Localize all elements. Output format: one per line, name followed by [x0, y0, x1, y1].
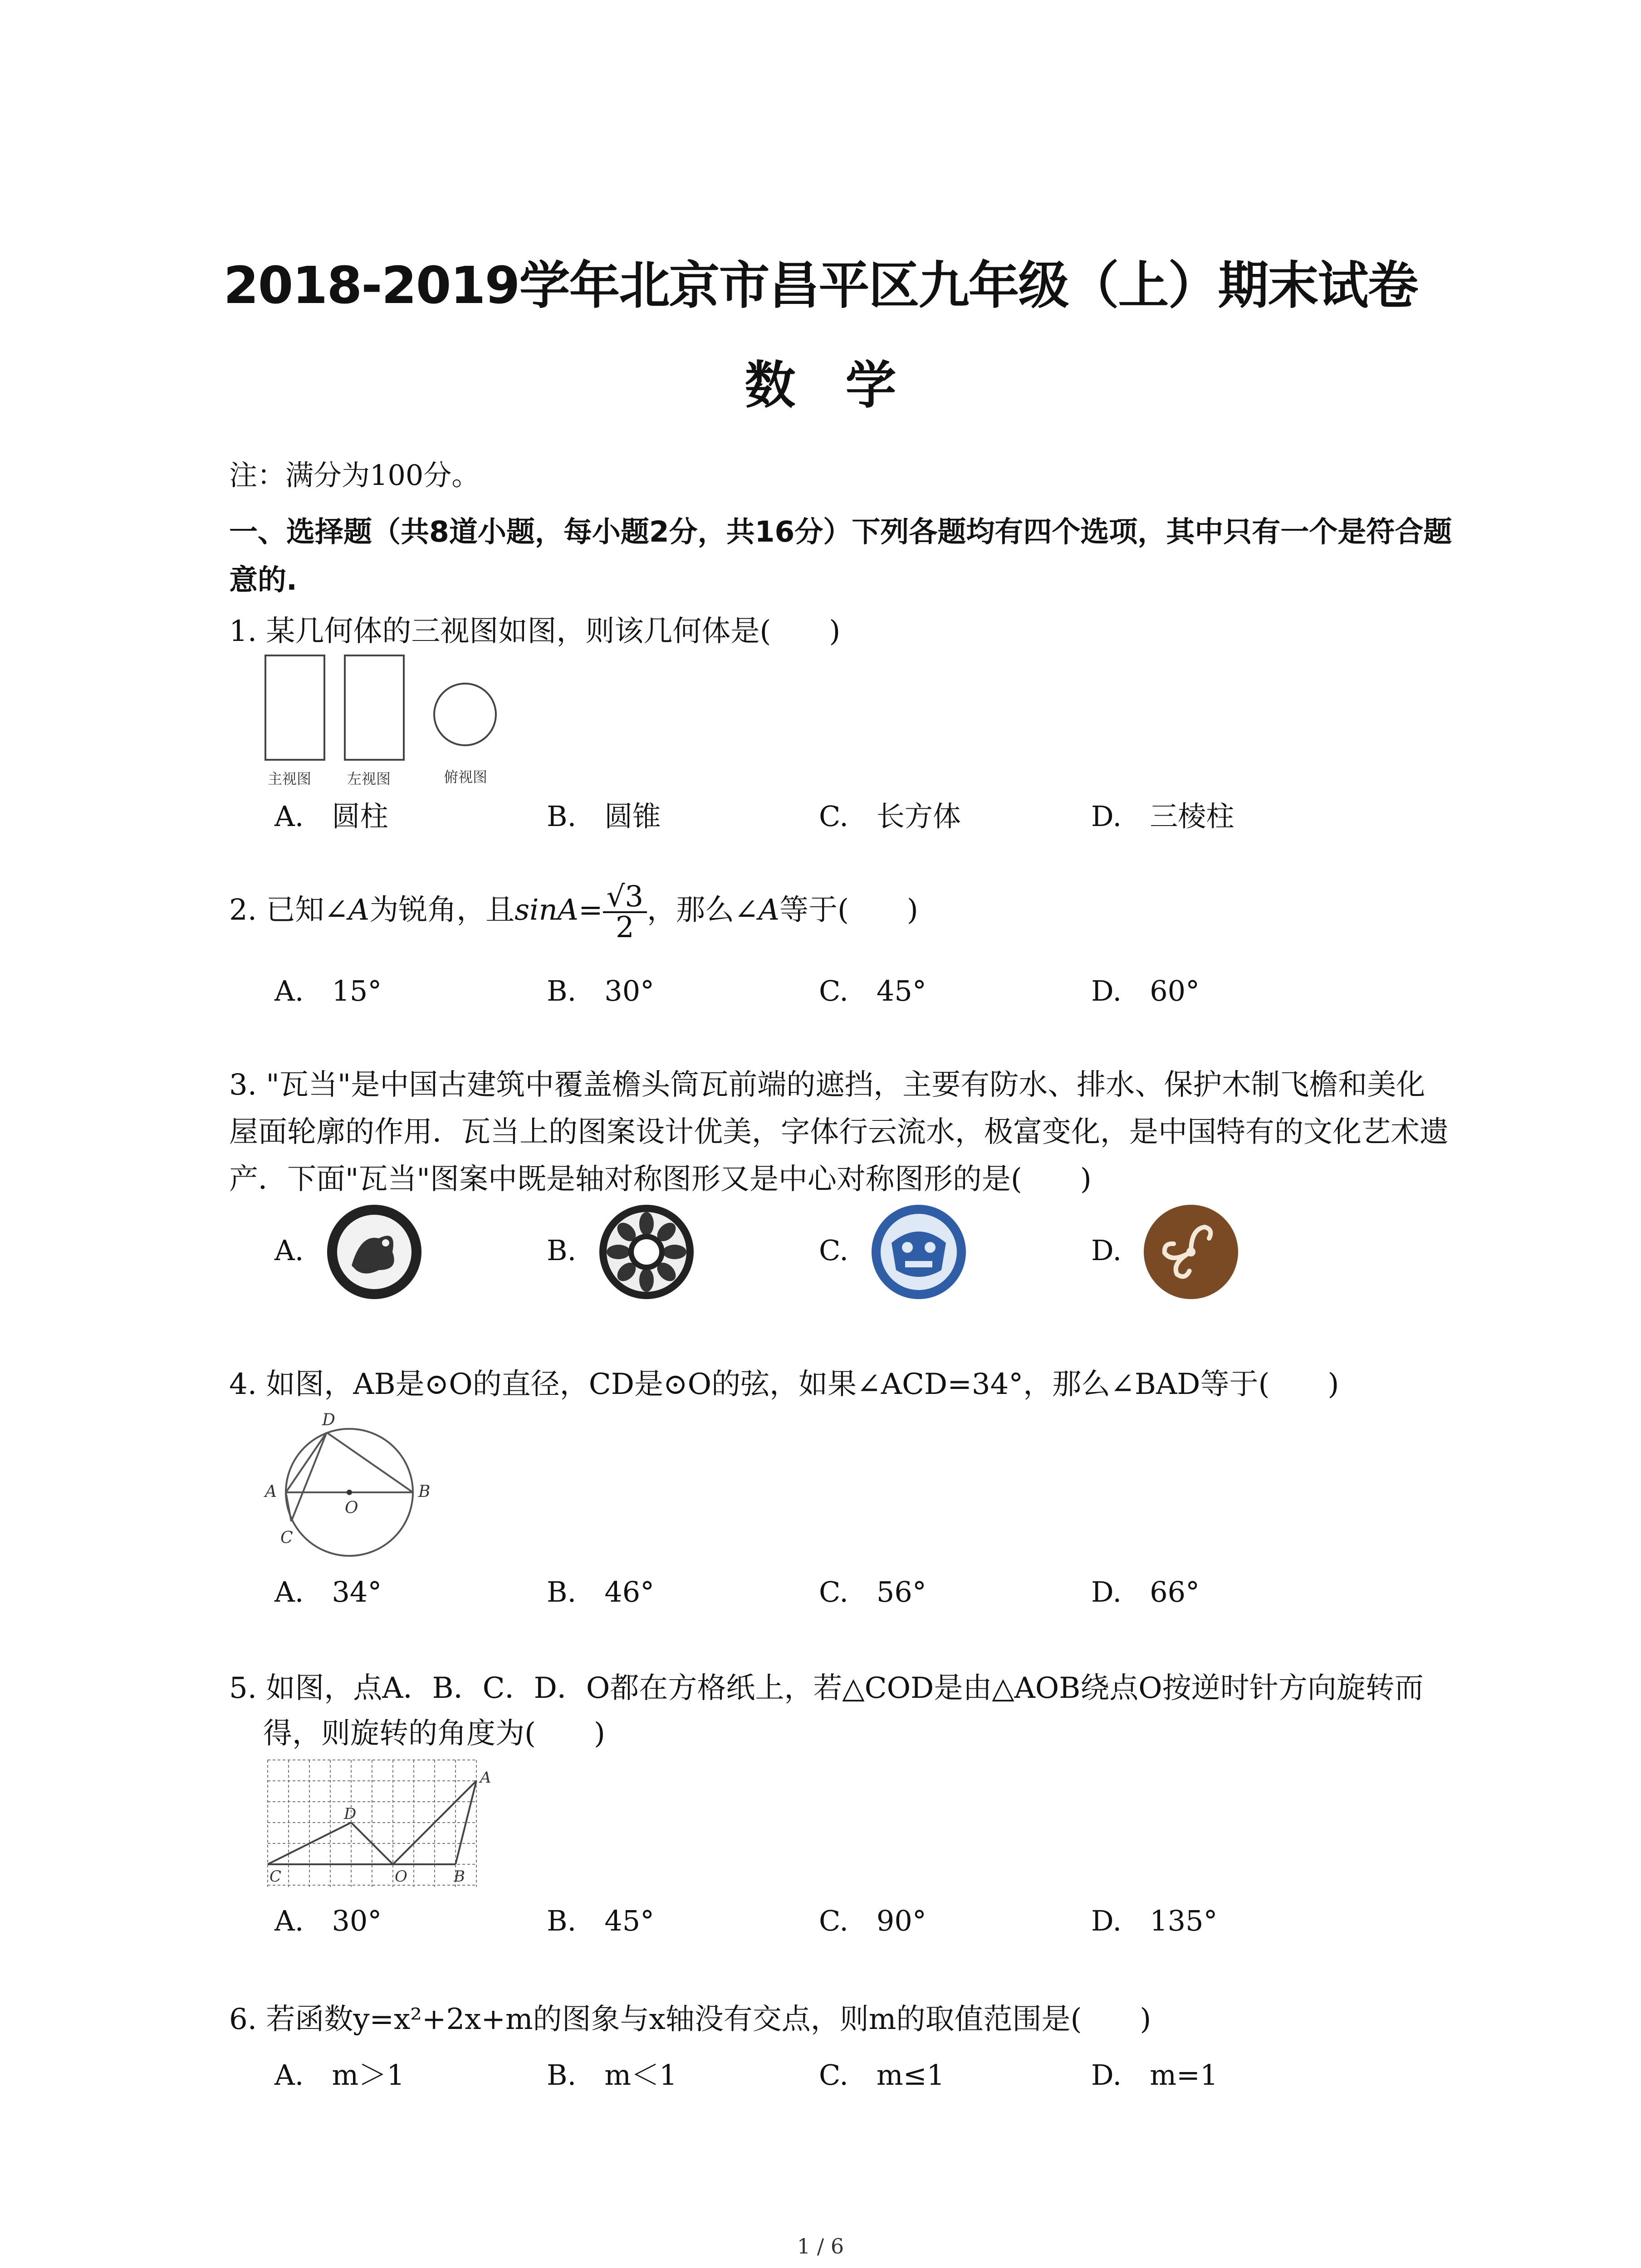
- q3-tile-c-image: [869, 1202, 969, 1302]
- q4-option-b[interactable]: B. 46°: [547, 1575, 655, 1608]
- q2-equals: =: [578, 893, 603, 927]
- q4-label-d: D: [322, 1411, 335, 1429]
- q5-option-b[interactable]: B. 45°: [547, 1904, 655, 1937]
- q1-option-a[interactable]: A. 圆柱: [274, 800, 388, 833]
- q2-text-post2: 等于( ): [779, 893, 918, 927]
- question-4-stem: 4. 如图，AB是⊙O的直径，CD是⊙O的弦，如果∠ACD=34°，那么∠BAD等于( ): [229, 1368, 1339, 1401]
- q2-text-post1: ，那么∠: [647, 893, 759, 927]
- q4-label-a: A: [265, 1482, 277, 1501]
- q6-option-b[interactable]: B. m＜1: [547, 2058, 677, 2092]
- q2-var-a2: A: [758, 893, 779, 927]
- q6-option-c[interactable]: C. m≤1: [819, 2058, 945, 2092]
- q3-option-c[interactable]: C.: [819, 1234, 848, 1267]
- q3-option-d[interactable]: D.: [1091, 1234, 1122, 1267]
- q1-option-d[interactable]: D. 三棱柱: [1091, 800, 1234, 833]
- question-1-stem: 1. 某几何体的三视图如图，则该几何体是( ): [229, 615, 841, 648]
- q2-option-a[interactable]: A. 15°: [274, 974, 382, 1007]
- question-6-stem: 6. 若函数y=x²+2x+m的图象与x轴没有交点，则m的取值范围是( ): [229, 2003, 1151, 2036]
- q4-label-o: O: [345, 1499, 358, 1517]
- q4-label-c: C: [280, 1529, 293, 1547]
- q2-fraction: [603, 882, 647, 942]
- q5-label-c: C: [269, 1867, 282, 1886]
- q2-option-d[interactable]: D. 60°: [1091, 974, 1200, 1007]
- q5-label-d: D: [344, 1805, 357, 1823]
- q2-text-pre: 2. 已知∠: [229, 893, 349, 927]
- q5-option-d[interactable]: D. 135°: [1091, 1904, 1218, 1937]
- q5-grid-figure: [263, 1755, 508, 1892]
- q2-var-a: A: [348, 893, 370, 927]
- subject-title: 数学: [745, 356, 946, 415]
- q5-option-c[interactable]: C. 90°: [819, 1904, 926, 1937]
- page-title: 2018-2019学年北京市昌平区九年级（上）期末试卷: [223, 256, 1418, 315]
- question-2-stem: [229, 882, 918, 942]
- q2-text-mid: 为锐角，且: [369, 893, 515, 927]
- q6-option-a[interactable]: A. m＞1: [274, 2058, 405, 2092]
- q3-tile-a-image: [324, 1202, 424, 1302]
- q6-option-d[interactable]: D. m=1: [1091, 2058, 1218, 2092]
- q2-sin-a: sinA: [514, 893, 578, 927]
- q2-option-b[interactable]: B. 30°: [547, 974, 655, 1007]
- q1-caption-left: 左视图: [347, 770, 391, 787]
- q3-tile-b-image: [597, 1202, 696, 1302]
- q2-fraction-numerator: √3: [603, 882, 647, 913]
- q1-caption-top: 俯视图: [444, 768, 488, 786]
- q3-option-b[interactable]: B.: [547, 1234, 577, 1267]
- q4-option-a[interactable]: A. 34°: [274, 1575, 382, 1608]
- score-note: 注：满分为100分。: [229, 459, 480, 492]
- q5-label-o: O: [395, 1867, 407, 1886]
- q2-fraction-denominator: 2: [616, 911, 634, 944]
- page-number: 1 / 6: [797, 2234, 844, 2258]
- q1-option-c[interactable]: C. 长方体: [819, 800, 961, 833]
- q1-caption-front: 主视图: [268, 770, 312, 787]
- q1-option-b[interactable]: B. 圆锥: [547, 800, 661, 833]
- section-heading: 一、选择题（共8道小题，每小题2分，共16分）下列各题均有四个选项，其中只有一个是符合题意的.: [229, 515, 1452, 596]
- q3-tile-d-image: [1141, 1202, 1241, 1302]
- q5-option-a[interactable]: A. 30°: [274, 1904, 382, 1937]
- q5-label-b: B: [454, 1867, 465, 1886]
- q4-option-c[interactable]: C. 56°: [819, 1575, 926, 1608]
- q4-label-b: B: [418, 1482, 431, 1501]
- question-3-stem: 3. "瓦当"是中国古建筑中覆盖檐头筒瓦前端的遮挡，主要有防水、排水、保护木制飞檐和美化屋面轮廓的作用．瓦当上的图案设计优美，字体行云流水，极富变化，是中国特有的文化艺术遗产．下面"瓦当"图案中既是轴对称图形又是中心对称图形的是( ): [229, 1068, 1449, 1196]
- q5-label-a: A: [480, 1769, 491, 1787]
- q4-circle-figure: [259, 1402, 449, 1565]
- question-5-line-2: 得，则旋转的角度为( ): [263, 1717, 605, 1750]
- question-5-line-1: 5. 如图，点A．B．C．D．O都在方格纸上，若△COD是由△AOB绕点O按逆时针方向旋转而: [229, 1672, 1424, 1705]
- q4-option-d[interactable]: D. 66°: [1091, 1575, 1200, 1608]
- q2-option-c[interactable]: C. 45°: [819, 974, 926, 1007]
- q3-option-a[interactable]: A.: [274, 1234, 304, 1267]
